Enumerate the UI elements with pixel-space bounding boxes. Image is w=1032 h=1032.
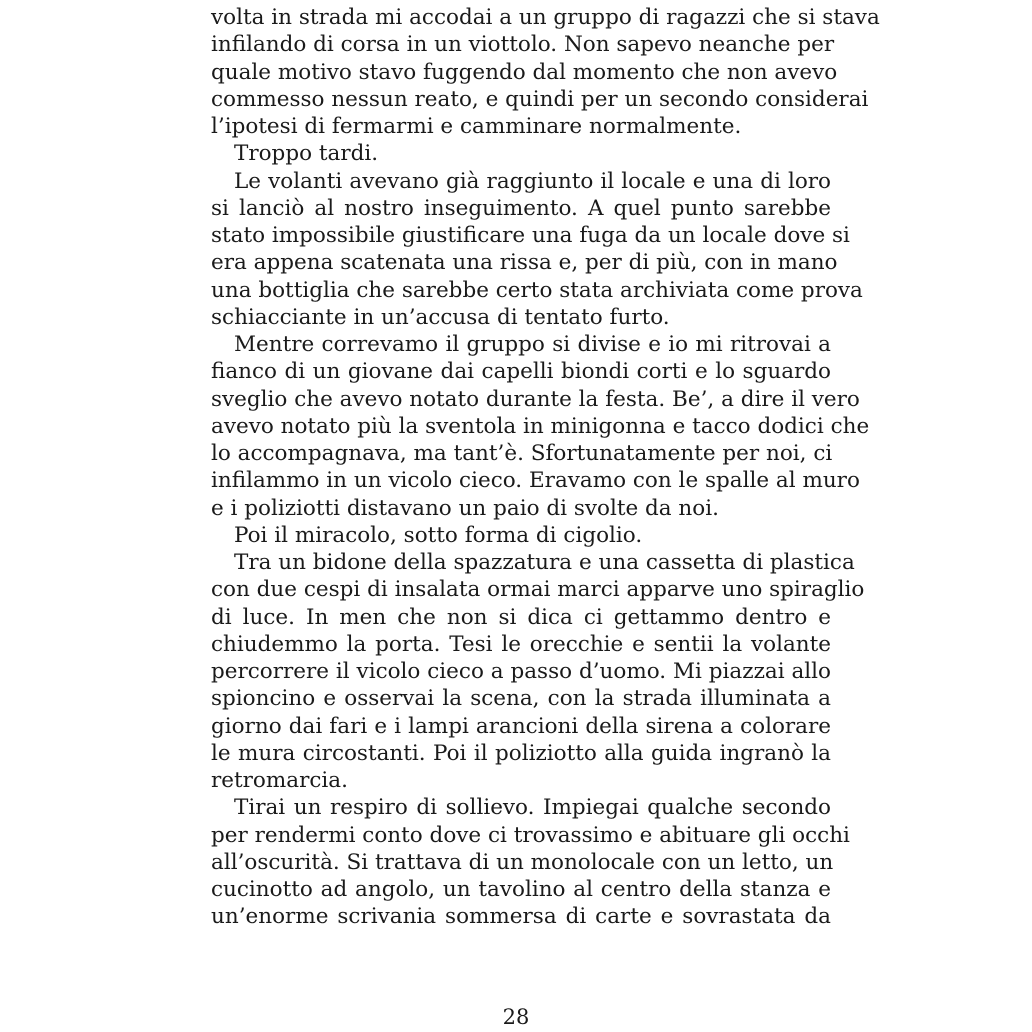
text-line: sveglio che avevo notato durante la festa. Be’, a dire il vero xyxy=(211,386,860,412)
text-line: le mura circostanti. Poi il poliziotto alla guida ingranò la xyxy=(211,740,831,766)
text-line: infilando di corsa in un viottolo. Non sapevo neanche per xyxy=(211,32,835,58)
text-line: e i poliziotti distavano un paio di svolte da noi. xyxy=(211,495,719,521)
text-line: chiudemmo la porta. Tesi le orecchie e sentii la volante xyxy=(211,631,831,657)
text-line: Poi il miracolo, sotto forma di cigolio. xyxy=(234,522,643,548)
text-line: all’oscurità. Si trattava di un monolocale con un letto, un xyxy=(211,849,834,875)
text-line: fianco di un giovane dai capelli biondi corti e lo sguardo xyxy=(211,359,831,385)
page-number: 28 xyxy=(502,1005,530,1029)
text-line: lo accompagnava, ma tant’è. Sfortunatamente per noi, ci xyxy=(211,441,833,466)
text-line: Mentre correvamo il gruppo si divise e io mi ritrovai a xyxy=(234,332,831,357)
text-line: percorrere il vicolo cieco a passo d’uomo. Mi piazzai allo xyxy=(211,659,831,684)
text-line: con due cespi di insalata ormai marci apparve uno spiraglio xyxy=(211,577,865,603)
text-line: l’ipotesi di fermarmi e camminare normalmente. xyxy=(211,114,742,139)
text-line: commesso nessun reato, e quindi per un secondo considerai xyxy=(211,86,869,112)
text-line: Tirai un respiro di sollievo. Impiegai qualche secondo xyxy=(234,795,831,821)
text-line: un’enorme scrivania sommersa di carte e sovrastata da xyxy=(211,904,831,930)
text-line: Tra un bidone della spazzatura e una cassetta di plastica xyxy=(234,550,855,575)
text-line: cucinotto ad angolo, un tavolino al centro della stanza e xyxy=(211,877,831,902)
text-line: schiacciante in un’accusa di tentato furto. xyxy=(211,304,670,330)
text-line: Le volanti avevano già raggiunto il locale e una di loro xyxy=(234,168,831,194)
text-line: una bottiglia che sarebbe certo stata archiviata come prova xyxy=(211,277,863,303)
text-line: spioncino e osservai la scena, con la strada illuminata a xyxy=(211,686,831,712)
text-line: di luce. In men che non si dica ci gettammo dentro e xyxy=(211,604,831,630)
text-line: infilammo in un vicolo cieco. Eravamo con le spalle al muro xyxy=(211,468,860,494)
body-text xyxy=(211,4,880,931)
text-line: giorno dai fari e i lampi arancioni della sirena a colorare xyxy=(211,713,831,739)
text-line: quale motivo stavo fuggendo dal momento che non avevo xyxy=(211,59,838,85)
text-line: per rendermi conto dove ci trovassimo e abituare gli occhi xyxy=(211,822,850,848)
text-line: avevo notato più la sventola in minigonna e tacco dodici che xyxy=(211,413,870,439)
text-line: Troppo tardi. xyxy=(234,141,379,167)
text-line: stato impossibile giustificare una fuga da un locale dove si xyxy=(211,223,850,248)
text-line: retromarcia. xyxy=(211,768,348,793)
text-line: si lanciò al nostro inseguimento. A quel punto sarebbe xyxy=(211,195,831,221)
text-line: era appena scatenata una rissa e, per di più, con in mano xyxy=(211,250,838,276)
text-line: volta in strada mi accodai a un gruppo di ragazzi che si stava xyxy=(211,5,880,30)
